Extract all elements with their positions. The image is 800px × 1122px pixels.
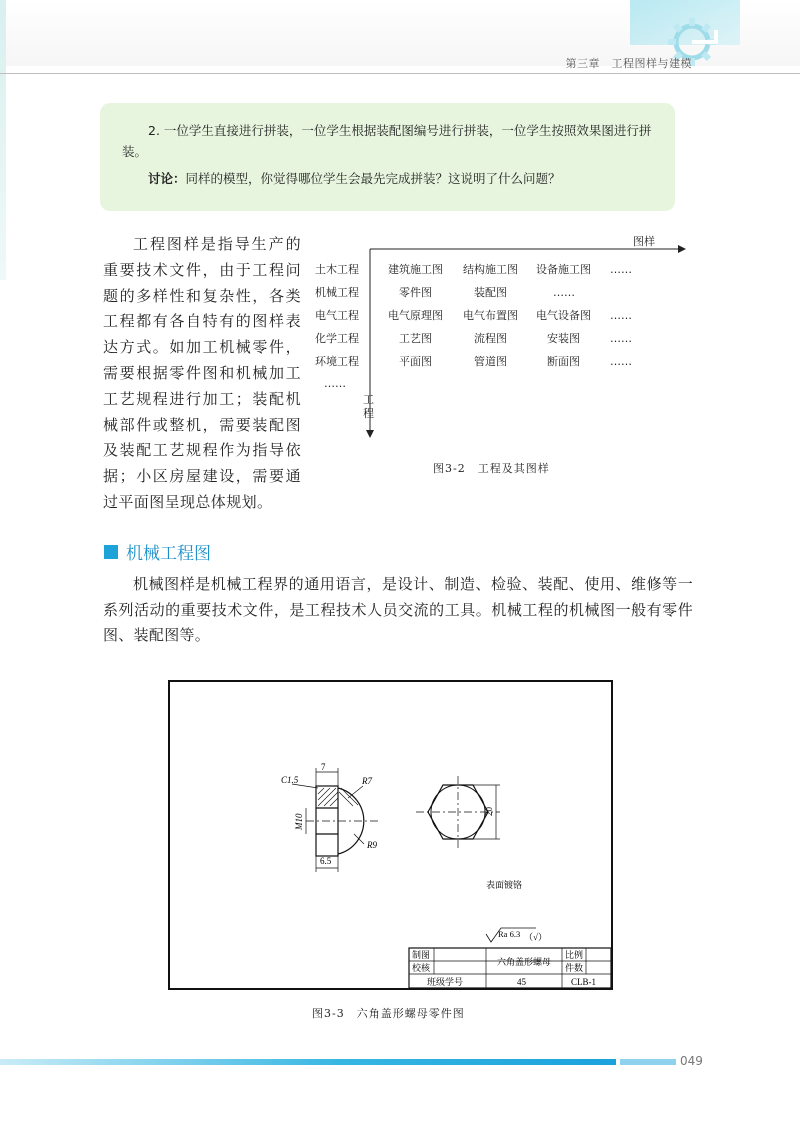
dim-chamfer: C1.5 bbox=[281, 775, 299, 785]
row-eng-civil: 土木工程 bbox=[315, 263, 359, 276]
cell-mech-1: 零件图 bbox=[399, 286, 432, 299]
dim-radius-bottom: R9 bbox=[367, 840, 377, 850]
x-arrowhead bbox=[678, 245, 686, 253]
discussion-item-2: 2. 一位学生直接进行拼装，一位学生根据装配图编号进行拼装，一位学生按照效果图进行拼装。 bbox=[122, 123, 652, 159]
cell-elec-3: 电气设备图 bbox=[536, 309, 591, 322]
axis-y-label-1: 工 bbox=[363, 393, 374, 406]
cell-chem-3: 安装图 bbox=[547, 332, 580, 345]
y-arrowhead bbox=[366, 430, 374, 438]
tb-class-no: 班级学号 bbox=[427, 978, 464, 988]
footer-bar-tail bbox=[620, 1059, 676, 1065]
engineering-drawings-diagram bbox=[300, 225, 700, 480]
cell-civil-4: …… bbox=[610, 263, 632, 276]
cell-elec-1: 电气原理图 bbox=[388, 309, 443, 322]
cell-env-4: …… bbox=[610, 355, 632, 368]
cell-mech-2: 装配图 bbox=[474, 286, 507, 299]
discussion-label: 讨论： bbox=[148, 171, 186, 186]
dim-top-width: 7 bbox=[321, 762, 326, 772]
cell-chem-1: 工艺图 bbox=[399, 332, 432, 345]
cell-env-2: 管道图 bbox=[474, 355, 507, 368]
tb-checked: 校核 bbox=[412, 964, 431, 974]
dim-thread: M10 bbox=[294, 813, 304, 830]
cell-civil-1: 建筑施工图 bbox=[388, 263, 443, 276]
figure-3-3-caption: 图3-3 六角盖形螺母零件图 bbox=[312, 1007, 465, 1020]
row-eng-elec: 电气工程 bbox=[315, 309, 359, 322]
footer-bar bbox=[0, 1059, 616, 1065]
dim-radius-top: R7 bbox=[362, 776, 372, 786]
tb-part-name: 六角盖形螺母 bbox=[497, 958, 552, 968]
discussion-question-text: 同样的模型，你觉得哪位学生会最先完成拼装？这说明了什么问题？ bbox=[185, 171, 561, 186]
cell-civil-3: 设备施工图 bbox=[536, 263, 591, 276]
tb-material: 45 bbox=[517, 977, 526, 987]
intro-paragraph: 工程图样是指导生产的重要技术文件，由于工程问题的多样性和复杂性，各类工程都有各自特有的图样表达方式。如加工机械零件，需要根据零件图和机械加工工艺规程进行加工；装配机械部件或整机，需要装配图及装配工艺规程作为指导依据；小区房屋建设，需要通过平面图呈现总体规划。 bbox=[103, 235, 301, 511]
cell-civil-2: 结构施工图 bbox=[463, 263, 518, 276]
section-title: 机械工程图 bbox=[126, 544, 211, 564]
tb-qty: 件数 bbox=[565, 964, 584, 974]
tb-code: CLB-1 bbox=[571, 977, 597, 987]
page-number: 049 bbox=[680, 1054, 703, 1068]
cell-elec-4: …… bbox=[610, 309, 632, 322]
cell-mech-3: …… bbox=[553, 286, 575, 299]
dim-bottom-width: 6.5 bbox=[320, 856, 332, 866]
axis-x-label: 图样 bbox=[633, 235, 655, 248]
discussion-question bbox=[148, 168, 668, 189]
rows-more: …… bbox=[324, 377, 346, 390]
tb-drawn: 制图 bbox=[412, 951, 431, 961]
section-paragraph: 机械图样是机械工程界的通用语言，是设计、制造、检验、装配、使用、维修等一系列活动的重要技术文件，是工程技术人员交流的工具。机械工程的机械图一般有零件图、装配图等。 bbox=[103, 575, 693, 644]
cell-env-3: 断面图 bbox=[547, 355, 580, 368]
chapter-heading: 第三章 工程图样与建模 bbox=[565, 57, 692, 70]
roughness-suffix: （√） bbox=[524, 932, 547, 942]
row-eng-mech: 机械工程 bbox=[315, 286, 359, 299]
cell-env-1: 平面图 bbox=[399, 355, 432, 368]
cap-nut-part-drawing bbox=[168, 680, 613, 990]
surface-note: 表面镀铬 bbox=[486, 881, 523, 891]
section-marker bbox=[104, 545, 118, 559]
cell-chem-2: 流程图 bbox=[474, 332, 507, 345]
left-margin-accent bbox=[0, 0, 6, 280]
roughness-value: Ra 6.3 bbox=[498, 929, 521, 939]
cell-elec-2: 电气布置图 bbox=[463, 309, 518, 322]
figure-3-2-caption: 图3-2 工程及其图样 bbox=[433, 462, 550, 475]
row-eng-chem: 化学工程 bbox=[315, 332, 359, 345]
row-eng-env: 环境工程 bbox=[315, 355, 359, 368]
drawing-border bbox=[169, 681, 612, 989]
cell-chem-4: …… bbox=[610, 332, 632, 345]
axis-y-label-2: 程 bbox=[363, 407, 374, 420]
tb-scale: 比例 bbox=[565, 951, 584, 961]
dim-across-flats: 20 bbox=[484, 807, 494, 816]
header-rule bbox=[0, 73, 800, 74]
